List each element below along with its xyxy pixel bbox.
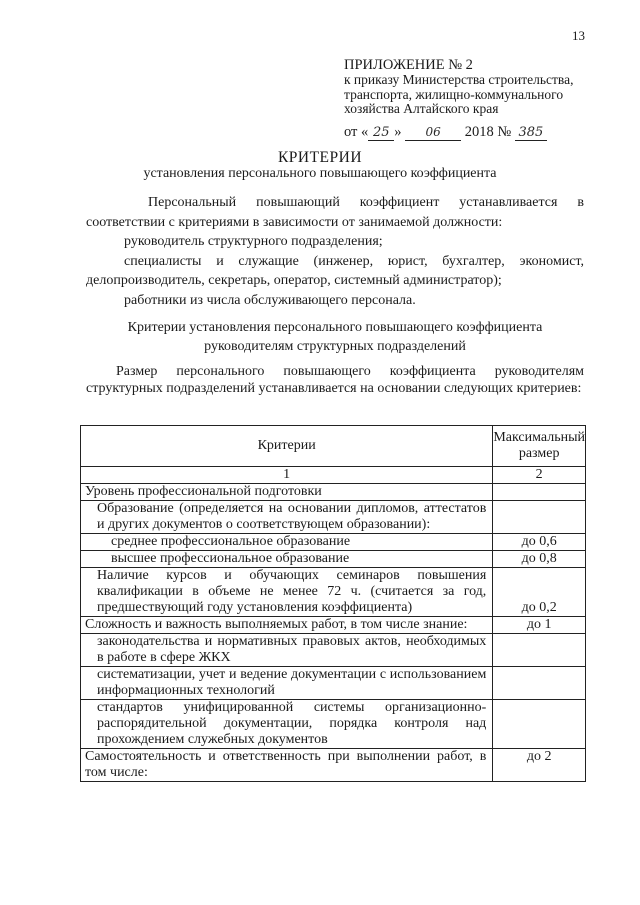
value-cell: до 0,2 bbox=[493, 568, 586, 617]
column-number: 2 bbox=[493, 467, 586, 484]
criterion-cell: Самостоятельность и ответственность при выполнении работ, в том числе: bbox=[81, 749, 493, 782]
criterion-cell: Сложность и важность выполняемых работ, в том числе знание: bbox=[81, 617, 493, 634]
document-title: КРИТЕРИИ bbox=[277, 149, 363, 166]
value-cell: до 0,6 bbox=[493, 534, 586, 551]
criteria-table bbox=[80, 425, 586, 782]
value-cell bbox=[493, 700, 586, 749]
intro-item: руководитель структурного подразделения; bbox=[124, 234, 383, 249]
value-cell bbox=[493, 484, 586, 501]
header-max-size: Максимальный размер bbox=[493, 426, 586, 467]
column-number: 1 bbox=[81, 467, 493, 484]
value-cell: до 1 bbox=[493, 617, 586, 634]
table-row bbox=[81, 634, 586, 667]
table-row bbox=[81, 484, 586, 501]
page-number: 13 bbox=[572, 28, 585, 43]
table-row bbox=[81, 551, 586, 568]
order-number: 385 bbox=[515, 125, 547, 141]
appendix-title: ПРИЛОЖЕНИЕ № 2 bbox=[344, 57, 473, 73]
order-line bbox=[344, 124, 547, 141]
table-header-row bbox=[81, 426, 586, 467]
criterion-cell: Уровень профессиональной подготовки bbox=[81, 484, 493, 501]
criterion-cell: систематизации, учет и ведение документации с использованием информационных технологий bbox=[81, 667, 493, 700]
order-quote-close: » bbox=[394, 124, 402, 140]
value-cell: до 2 bbox=[493, 749, 586, 782]
table-row bbox=[81, 667, 586, 700]
criterion-cell: среднее профессиональное образование bbox=[81, 534, 493, 551]
table-row bbox=[81, 749, 586, 782]
intro-paragraph: Персональный повышающий коэффициент устанавливается в соответствии с критериями в зависимости от занимаемой должности: bbox=[86, 195, 584, 230]
intro-item: работники из числа обслуживающего персонала. bbox=[124, 292, 416, 308]
criterion-cell: законодательства и нормативных правовых актов, необходимых в работе в сфере ЖКХ bbox=[81, 634, 493, 667]
criterion-cell: высшее профессиональное образование bbox=[81, 551, 493, 568]
order-day: 25 bbox=[368, 125, 394, 141]
table-row bbox=[81, 501, 586, 534]
order-month: 06 bbox=[405, 125, 461, 141]
criterion-cell: Образование (определяется на основании дипломов, аттестатов и других документов о соответствующем образовании): bbox=[81, 501, 493, 534]
table-row bbox=[81, 700, 586, 749]
table-row bbox=[81, 568, 586, 617]
value-cell: до 0,8 bbox=[493, 551, 586, 568]
appendix-block bbox=[344, 57, 584, 117]
value-cell bbox=[493, 667, 586, 700]
header-criteria: Критерии bbox=[81, 426, 493, 467]
intro-item: специалисты и служащие (инженер, юрист, бухгалтер, экономист, делопроизводитель, секретарь, оператор, системный администратор); bbox=[86, 253, 584, 288]
order-from: от « bbox=[344, 124, 369, 140]
criterion-cell: Наличие курсов и обучающих семинаров повышения квалификации в объеме не менее 72 ч. (считается за год, предшествующий году установления коэффициента) bbox=[81, 568, 493, 617]
appendix-text: к приказу Министерства строительства, транспорта, жилищно-коммунального хозяйства Алтайского края bbox=[344, 72, 574, 116]
criterion-cell: стандартов унифицированной системы организационно-распорядительной документации, порядка контроля над прохождением служебных документов bbox=[81, 700, 493, 749]
table-row bbox=[81, 617, 586, 634]
value-cell bbox=[493, 634, 586, 667]
document-subtitle: установления персонального повышающего коэффициента bbox=[143, 166, 497, 181]
value-cell bbox=[493, 501, 586, 534]
section-text: Размер персонального повышающего коэффициента руководителям структурных подразделений устанавливается на основании следующих критериев: bbox=[86, 364, 584, 396]
table-number-row bbox=[81, 467, 586, 484]
table-row bbox=[81, 534, 586, 551]
intro-block bbox=[86, 193, 584, 310]
order-year: 2018 № bbox=[464, 124, 512, 140]
section-title: Критерии установления персонального повышающего коэффициента руководителям структурных подразделений bbox=[127, 320, 543, 354]
